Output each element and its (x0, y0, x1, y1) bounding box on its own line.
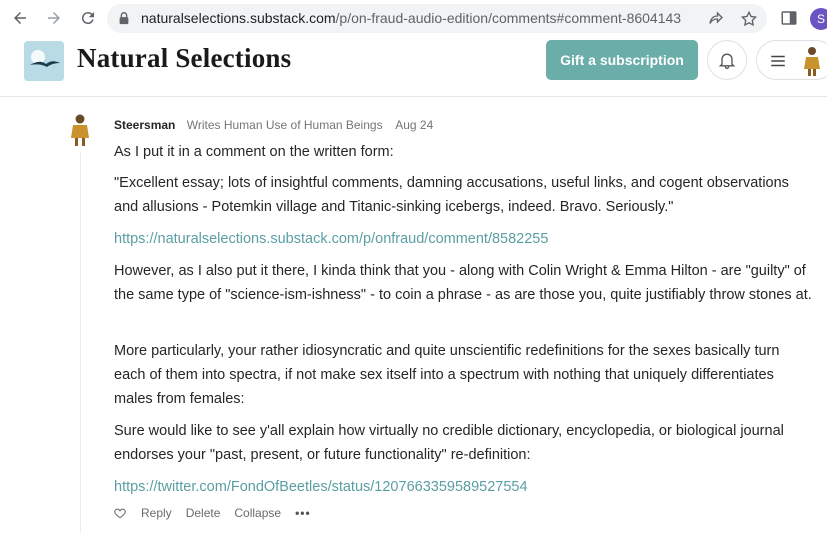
share-icon[interactable] (707, 10, 725, 28)
more-options-icon[interactable]: ••• (295, 506, 311, 520)
url-path: /p/on-fraud-audio-edition/comments#comment-8604143 (335, 10, 682, 26)
gift-subscription-button[interactable]: Gift a subscription (546, 40, 698, 80)
notifications-button[interactable] (707, 40, 747, 80)
publication-title[interactable]: Natural Selections (77, 43, 292, 73)
hamburger-menu-icon (769, 52, 787, 70)
comment-paragraph: However, as I also put it there, I kinda think that you - along with Colin Wright & Emma Hilton - are "guilty" of the same type of "science-ism-ishness" - to coin a phrase - as are those you, quite justifiably throw stones at. (114, 263, 812, 303)
comment-link[interactable]: https://twitter.com/FondOfBeetles/status/1207663359589527554 (114, 479, 528, 495)
comment-paragraph: As I put it in a comment on the written form: (114, 144, 394, 160)
comment-meta (114, 118, 433, 132)
bell-icon (717, 50, 737, 70)
back-arrow-icon[interactable] (8, 6, 32, 30)
delete-button[interactable]: Delete (185, 506, 221, 520)
commenter-avatar[interactable] (68, 113, 92, 147)
heart-icon[interactable] (113, 506, 127, 520)
reload-icon[interactable] (76, 6, 100, 30)
comment-date[interactable]: Aug 24 (395, 118, 434, 132)
comment-paragraph: Sure would like to see y'all explain how virtually no credible dictionary, encyclopedia, or biological journal endorses your "past, present, or future functionality" re-definition: (114, 423, 784, 463)
lock-icon[interactable] (117, 11, 131, 25)
publication-logo[interactable] (24, 41, 64, 81)
comment-paragraph: More particularly, your rather idiosyncratic and quite unscientific redefinitions for the sexes basically turn each of them into spectra, if not make sex itself into a spectrum with nothing that uniquely differentiates males from females: (114, 343, 780, 407)
comment-paragraph: "Excellent essay; lots of insightful comments, damning accusations, useful links, and cogent observations and allusions - Potemkin village and Titanic-sinking icebergs, indeed. Bravo. Seriously." (114, 175, 789, 215)
bird-logo-icon (24, 41, 64, 81)
side-panel-icon[interactable] (780, 9, 798, 27)
browser-toolbar (0, 0, 827, 37)
url-text[interactable] (141, 10, 701, 26)
site-header (0, 37, 827, 97)
user-avatar (801, 45, 823, 77)
star-icon[interactable] (740, 10, 758, 28)
url-host: naturalselections.substack.com (141, 10, 336, 26)
comment-author[interactable]: Steersman (114, 118, 176, 132)
forward-arrow-icon[interactable] (42, 6, 66, 30)
author-byline[interactable]: Writes Human Use of Human Beings (186, 118, 383, 132)
comment-actions (113, 506, 325, 520)
collapse-button[interactable]: Collapse (234, 506, 282, 520)
address-bar[interactable] (107, 4, 767, 33)
reply-button[interactable]: Reply (141, 506, 172, 520)
comment-link[interactable]: https://naturalselections.substack.com/p/onfraud/comment/8582255 (114, 231, 549, 247)
profile-avatar[interactable]: S (810, 8, 827, 30)
thread-line (80, 152, 81, 533)
user-menu-button[interactable] (756, 40, 827, 80)
